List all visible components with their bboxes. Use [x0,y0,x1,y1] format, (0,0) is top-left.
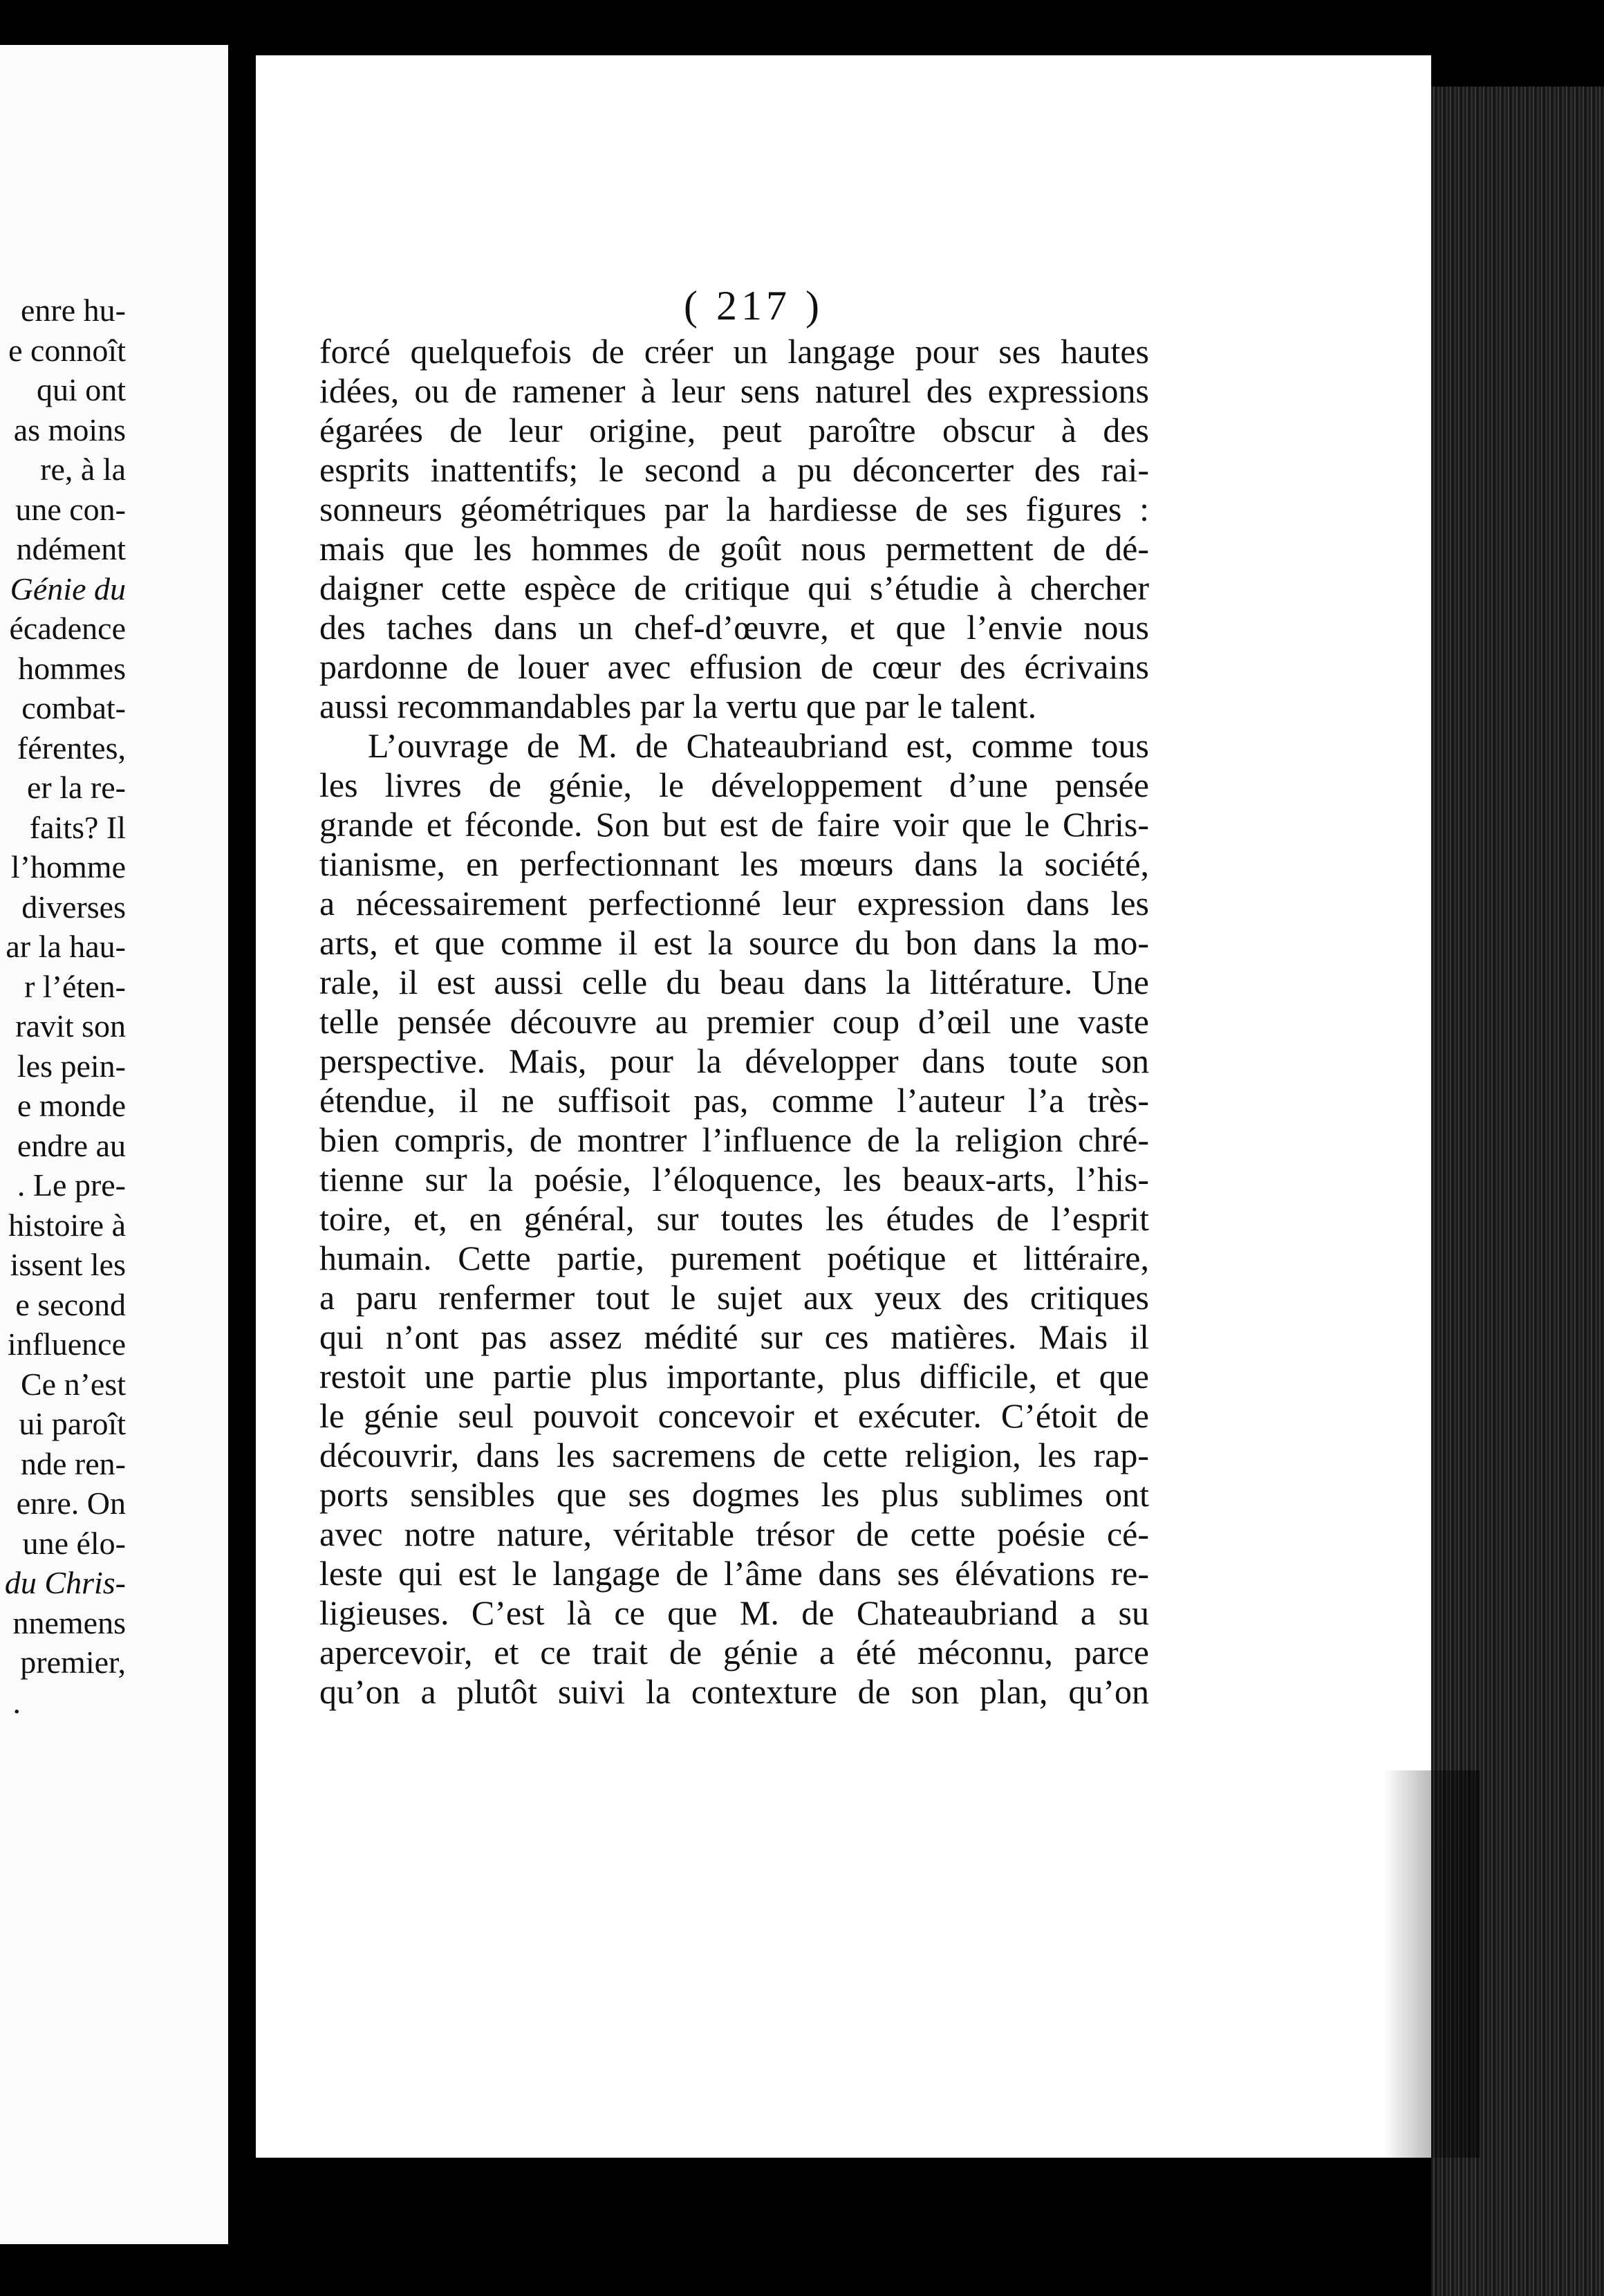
text-line: forcé quelquefois de créer un langage pour ses hautes [319,332,1149,371]
left-page-line: premier, [20,1645,126,1680]
text-line: pardonne de louer avec effusion de cœur des écrivains [319,647,1149,686]
text-line: a paru renfermer tout le sujet aux yeux des critiques [319,1278,1149,1317]
text-line: bien compris, de montrer l’influence de la religion chré- [319,1120,1149,1159]
left-page-line: une con- [15,491,126,527]
left-page-line: er la re- [27,770,126,805]
left-page-line: diverses [21,889,126,925]
left-page-line: ndément [16,531,126,566]
text-line: le génie seul pouvoit concevoir et exécuter. C’étoit de [319,1396,1149,1435]
text-line: a nécessairement perfectionné leur expression dans les [319,884,1149,923]
body-text [319,332,1149,1712]
text-line: esprits inattentifs; le second a pu déconcerter des rai- [319,450,1149,489]
text-line: étendue, il ne suffisoit pas, comme l’auteur l’a très- [319,1081,1149,1120]
text-line: avec notre nature, véritable trésor de cette poésie cé- [319,1515,1149,1553]
left-page-line: enre. On [16,1485,126,1521]
text-line: qu’on a plutôt suivi la contexture de son plan, qu’on [319,1672,1149,1711]
text-line: daigner cette espèce de critique qui s’étudie à chercher [319,568,1149,607]
text-line: apercevoir, et ce trait de génie a été méconnu, parce [319,1633,1149,1672]
left-page-line: influence [7,1326,126,1362]
left-page-line: faits? Il [29,809,126,845]
left-page-line: Ce n’est [20,1366,126,1402]
left-page-line: du Chris- [4,1565,126,1600]
left-page-line: issent les [10,1247,126,1282]
text-line: aussi recommandables par la vertu que par le talent. [319,687,1037,725]
text-line: des taches dans un chef-d’œuvre, et que l’envie nous [319,608,1149,647]
left-page-line: . Le pre- [17,1167,126,1203]
text-line: mais que les hommes de goût nous permettent de dé- [319,529,1149,568]
left-page-line: écadence [9,611,126,646]
text-line: grande et féconde. Son but est de faire voir que le Chris- [319,805,1149,844]
left-page-line: combat- [21,690,126,725]
left-page-line: l’homme [10,849,126,885]
book-gutter [228,45,256,2244]
text-line: ports sensibles que ses dogmes les plus sublimes ont [319,1475,1149,1514]
text-line: leste qui est le langage de l’âme dans ses élévations re- [319,1554,1149,1593]
left-page-line: histoire à [8,1207,126,1243]
left-page-fragment [0,45,228,2244]
left-page-line: endre au [17,1127,126,1163]
text-line: telle pensée découvre au premier coup d’œil une vaste [319,1002,1149,1041]
text-line: idées, ou de ramener à leur sens naturel des expressions [319,371,1149,410]
left-page-line: e second [15,1286,126,1322]
left-page-line: Génie du [10,571,126,607]
left-page-line: nde ren- [21,1445,126,1481]
left-page-line: nnemens [12,1604,126,1640]
text-line: L’ouvrage de M. de Chateaubriand est, comme tous [368,726,1149,765]
text-line: égarées de leur origine, peut paroître obscur à des [319,411,1149,450]
text-line: restoit une partie plus importante, plus difficile, et que [319,1357,1149,1396]
left-page-line: ravit son [15,1008,126,1044]
text-line: tienne sur la poésie, l’éloquence, les beaux-arts, l’his- [319,1160,1149,1198]
text-line: arts, et que comme il est la source du bon dans la mo- [319,923,1149,962]
text-line: qui n’ont pas assez médité sur ces matières. Mais il [319,1317,1149,1356]
left-page-line: e connoît [8,332,126,368]
left-page-line: une élo- [22,1525,126,1561]
text-line: les livres de génie, le développement d’une pensée [319,766,1149,804]
left-page-line: . [12,1684,21,1720]
text-line: sonneurs géométriques par la hardiesse de ses figures : [319,490,1149,528]
text-line: ligieuses. C’est là ce que M. de Chateaubriand a su [319,1593,1149,1632]
left-page-line: hommes [18,650,126,686]
left-page-line: ui paroît [19,1406,126,1441]
text-line: rale, il est aussi celle du beau dans la littérature. Une [319,963,1149,1001]
left-page-line: férentes, [17,730,126,766]
text-line: découvrir, dans les sacremens de cette religion, les rap- [319,1436,1149,1474]
left-page-line: ar la hau- [6,929,126,964]
left-page-line: qui ont [36,372,126,407]
page-edge-shadow [1383,1770,1480,2158]
left-page-line: les pein- [17,1048,126,1084]
left-page-line: e monde [17,1088,126,1123]
text-line: humain. Cette partie, purement poétique et littéraire, [319,1239,1149,1277]
left-page-line: enre hu- [21,293,126,328]
text-line: perspective. Mais, pour la développer dans toute son [319,1041,1149,1080]
text-line: tianisme, en perfectionnant les mœurs dans la société, [319,844,1149,883]
left-page-line: as moins [13,411,126,447]
page-number: ( 217 ) [684,283,823,328]
left-page-line: r l’éten- [24,968,126,1004]
left-page-line: re, à la [40,452,126,487]
text-line: toire, et, en général, sur toutes les études de l’esprit [319,1199,1149,1238]
